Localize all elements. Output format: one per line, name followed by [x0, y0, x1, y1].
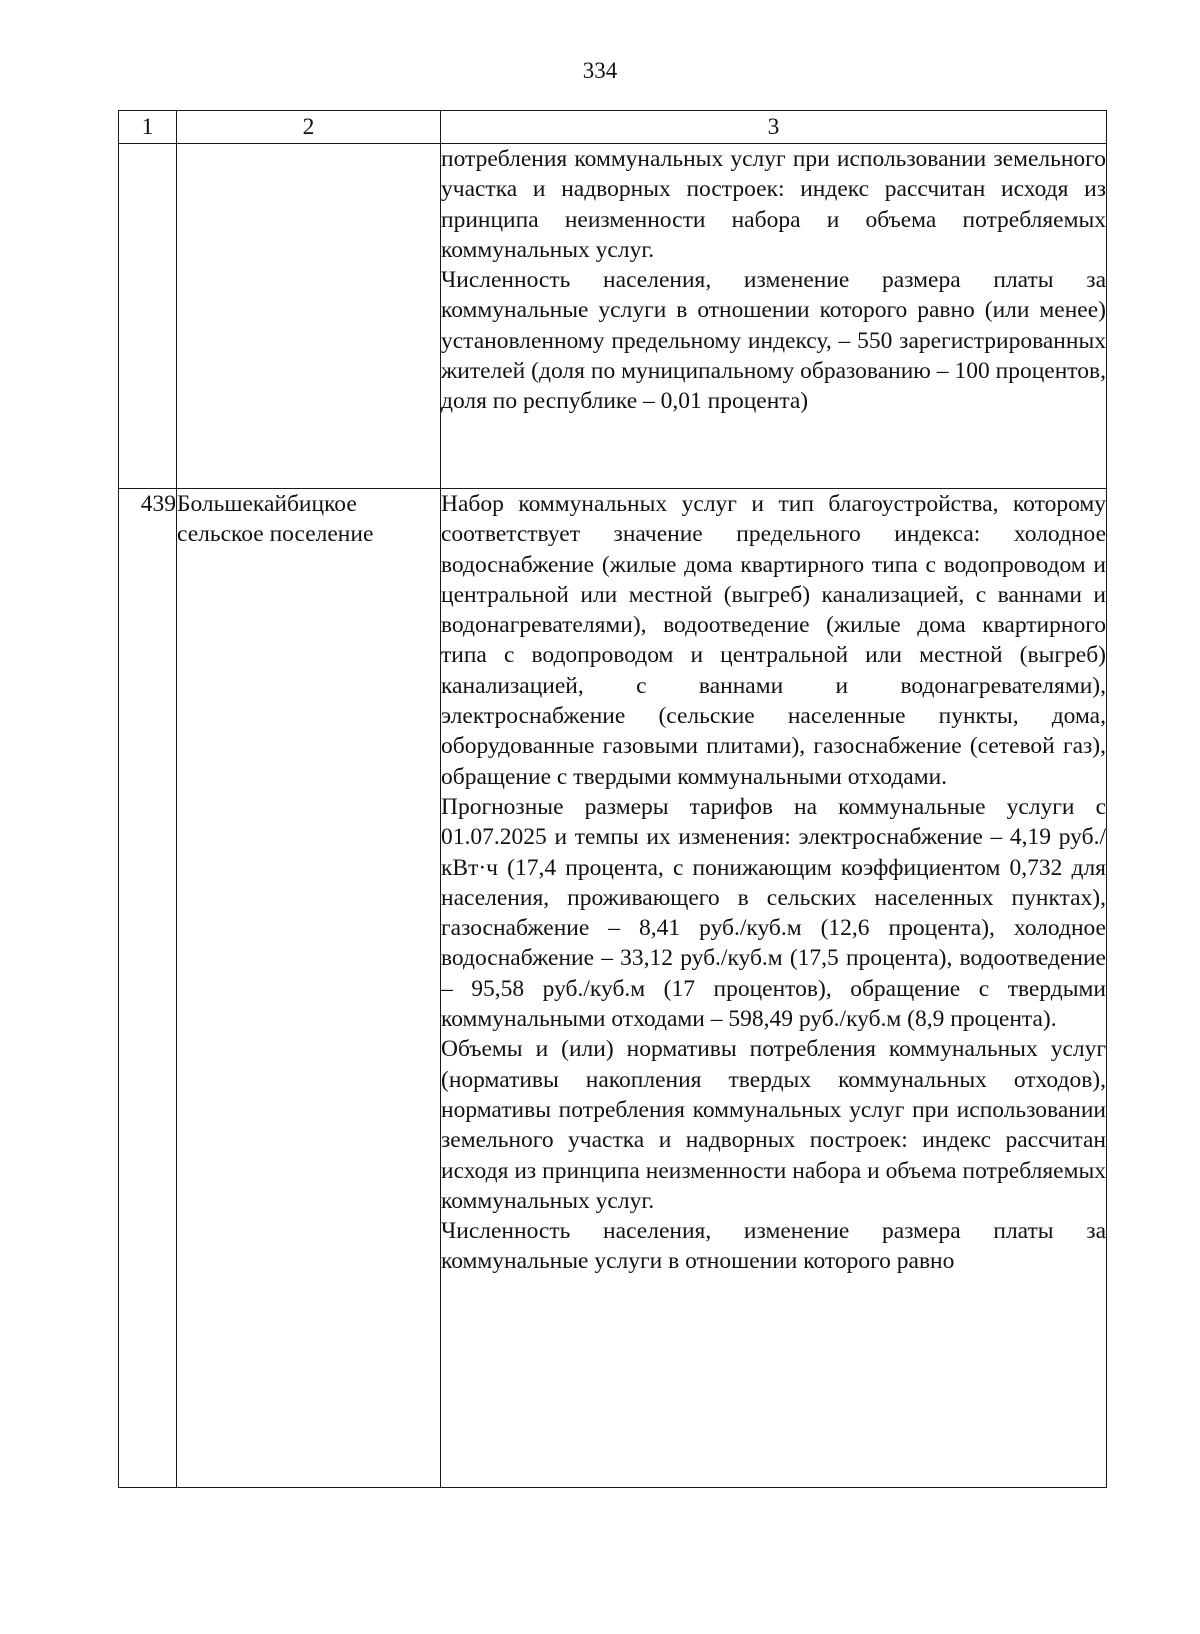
header-cell-3: 3: [441, 111, 1107, 144]
description-paragraph: Набор коммунальных услуг и тип благоустройства, которому соответствует значение предельного индекса: холодное водоснабжение (жилые дома квартирного типа с водопроводом и центральной или местной (выгреб) канализацией, с ваннами и водонагревателями), водоотведение (жилые дома квартирного типа с водопроводом и центральной или местной (выгреб) канализацией, с ваннами и водонагревателями), электроснабжение (сельские населенные пункты, дома, оборудованные газовыми плитами), газоснабжение (сетевой газ), обращение с твердыми коммунальными отходами.: [441, 491, 1106, 790]
row-number-cell: 439: [119, 489, 177, 1488]
table-header-row: [119, 111, 1107, 144]
description-paragraph: потребления коммунальных услуг при использовании земельного участка и надворных построек: индекс рассчитан исходя из принципа неизменности набора и объема потребляемых коммунальных услуг.: [441, 146, 1106, 263]
description-paragraph: Численность населения, изменение размера платы за коммунальные услуги в отношении которого равно: [441, 1218, 1106, 1275]
description-cell: [441, 144, 1107, 489]
description-paragraph: Численность населения, изменение размера платы за коммунальные услуги в отношении которого равно (или менее) установленному предельному индексу, – 550 зарегистрированных жителей (доля по муниципальному образованию – 100 процентов, доля по республике – 0,01 процента): [441, 267, 1106, 415]
row-number-cell: [119, 144, 177, 489]
description-cell: [441, 489, 1107, 1488]
header-cell-1: 1: [119, 111, 177, 144]
header-cell-2: 2: [177, 111, 441, 144]
settlement-name-cell: Большекайбицкое сельское поселение: [177, 489, 441, 1488]
tariff-table: [118, 110, 1107, 1488]
description-paragraph: Объемы и (или) нормативы потребления коммунальных услуг (нормативы накопления твердых коммунальных отходов), нормативы потребления коммунальных услуг при использовании земельного участка и надворных построек: индекс рассчитан исходя из принципа неизменности набора и объема потребляемых коммунальных услуг.: [441, 1036, 1106, 1214]
settlement-name-cell: [177, 144, 441, 489]
description-paragraph: Прогнозные размеры тарифов на коммунальные услуги с 01.07.2025 и темпы их изменения: электроснабжение – 4,19 руб./кВт·ч (17,4 процента, с понижающим коэффициентом 0,732 для населения, проживающего в сельских населенных пунктах), газоснабжение – 8,41 руб./куб.м (12,6 процента), холодное водоснабжение – 33,12 руб./куб.м (17,5 процента), водоотведение – 95,58 руб./куб.м (17 процентов), обращение с твердыми коммунальными отходами – 598,49 руб./куб.м (8,9 процента).: [441, 793, 1106, 1033]
table-row: [119, 489, 1107, 1488]
page-number: 334: [582, 58, 618, 83]
table-row: [119, 144, 1107, 489]
